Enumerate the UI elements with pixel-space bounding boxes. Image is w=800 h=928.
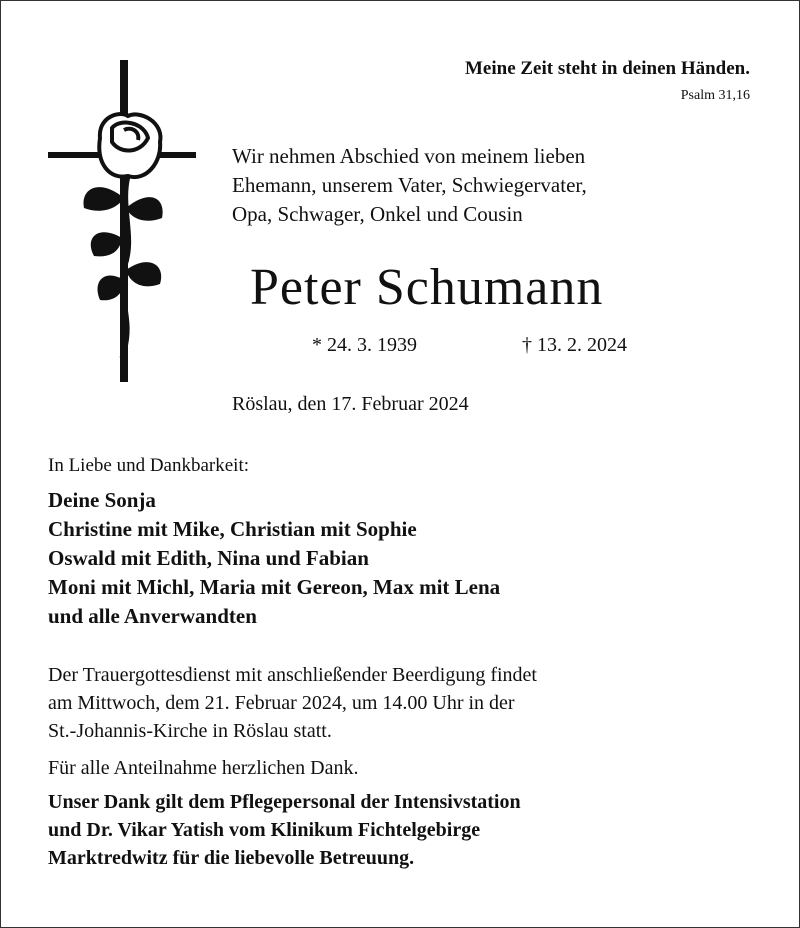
gratitude-line: Unser Dank gilt dem Pflegepersonal der Intensivstation <box>48 791 521 813</box>
intro-line: Opa, Schwager, Onkel und Cousin <box>232 202 523 226</box>
mourners-list <box>48 486 500 631</box>
intro-line: Ehemann, unserem Vater, Schwiegervater, <box>232 173 587 197</box>
mourner-line: Christine mit Mike, Christian mit Sophie <box>48 517 417 541</box>
psalm-reference: Psalm 31,16 <box>680 88 750 103</box>
service-line: Der Trauergottesdienst mit anschließender Beerdigung findet <box>48 664 537 686</box>
birth-date: * 24. 3. 1939 <box>312 334 417 356</box>
funeral-service-info <box>48 661 537 745</box>
intro-line: Wir nehmen Abschied von meinem lieben <box>232 144 586 168</box>
mourner-line: Deine Sonja <box>48 488 156 512</box>
gratitude-line: Marktredwitz für die liebevolle Betreuung. <box>48 847 415 869</box>
place-and-date: Röslau, den 17. Februar 2024 <box>232 393 469 415</box>
service-line: St.-Johannis-Kirche in Röslau statt. <box>48 720 332 742</box>
gratitude-line: und Dr. Vikar Yatish vom Klinikum Fichtelgebirge <box>48 819 481 841</box>
mourner-line: und alle Anverwandten <box>48 604 257 628</box>
thanks-heading: In Liebe und Dankbarkeit: <box>48 455 250 476</box>
service-line: am Mittwoch, dem 21. Februar 2024, um 14.00 Uhr in der <box>48 692 515 714</box>
cross-with-rose-icon <box>40 58 210 388</box>
psalm-motto: Meine Zeit steht in deinen Händen. <box>464 58 750 79</box>
deceased-name: Peter Schumann <box>250 259 604 316</box>
mourner-line: Oswald mit Edith, Nina und Fabian <box>48 546 369 570</box>
death-date: † 13. 2. 2024 <box>522 334 627 356</box>
mourner-line: Moni mit Michl, Maria mit Gereon, Max mit Lena <box>48 575 501 599</box>
condolence-thanks: Für alle Anteilnahme herzlichen Dank. <box>48 757 359 779</box>
intro-text <box>232 142 752 229</box>
gratitude-text <box>48 788 521 872</box>
